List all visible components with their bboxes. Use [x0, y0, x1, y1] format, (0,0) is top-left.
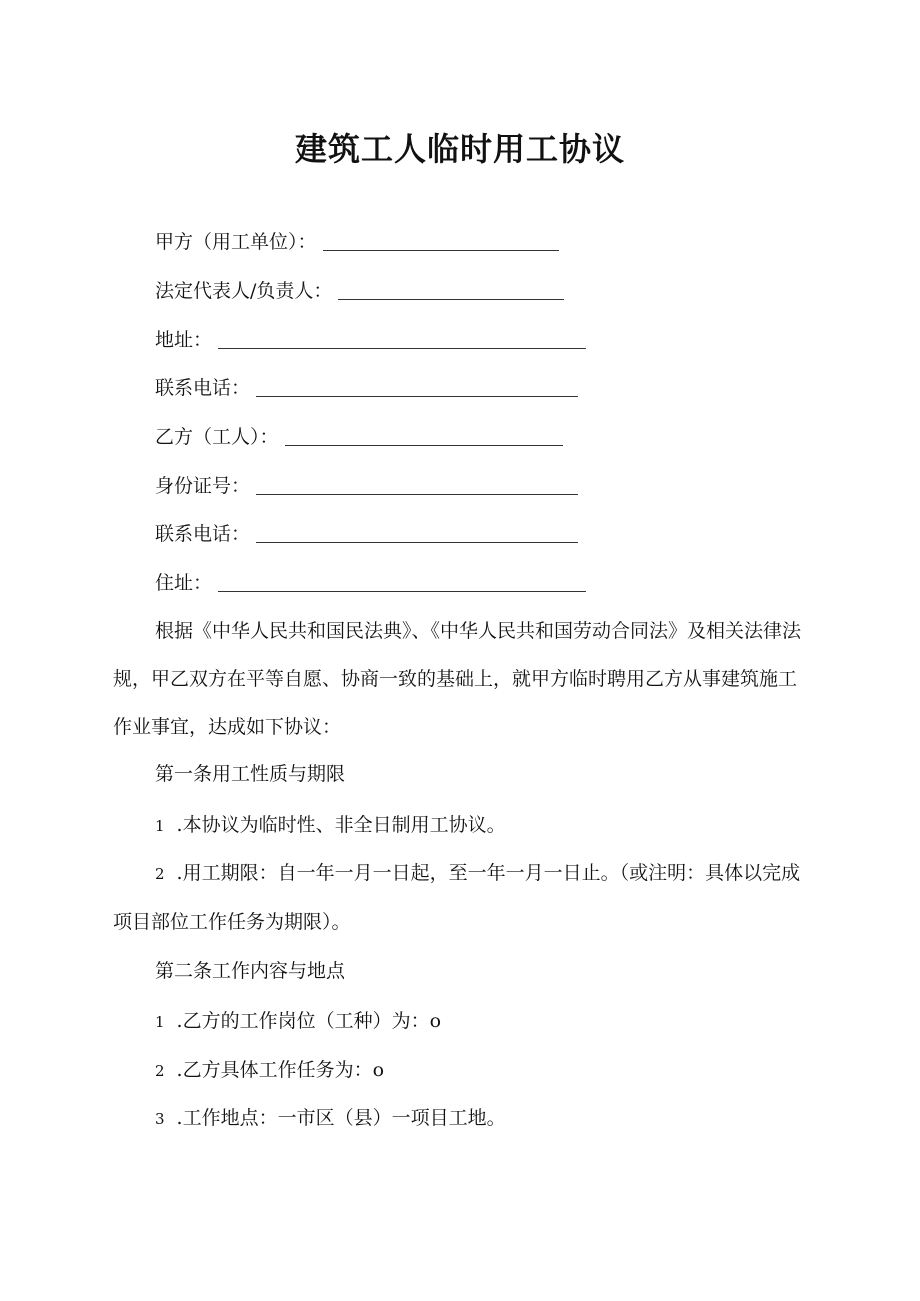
id-number-blank[interactable]: [256, 474, 578, 495]
party-a-phone-blank[interactable]: [256, 376, 578, 397]
item-number: 1: [155, 1013, 165, 1031]
legal-representative-blank[interactable]: [338, 279, 564, 300]
item-text: .用工期限：自一年一月一日起，至一年一月一日止。（或注明：具体以完成项目部位工作任务为期限）。: [113, 862, 801, 933]
item-number: 2: [155, 865, 165, 883]
party-b-phone-label: 联系电话：: [155, 523, 251, 545]
party-a-address-label: 地址：: [155, 329, 213, 351]
party-a-blank[interactable]: [323, 230, 559, 251]
party-b-residence-field: [155, 565, 586, 595]
item-text: .乙方具体工作任务为：o: [176, 1059, 385, 1081]
document-title: 建筑工人临时用工协议: [294, 130, 625, 168]
party-b-phone-field: [155, 516, 578, 546]
article-2-heading: 第二条工作内容与地点: [155, 960, 346, 982]
article-1-item-2: [113, 849, 813, 946]
legal-representative-label: 法定代表人/负责人：: [155, 280, 333, 302]
article-2-item-1: [155, 1009, 441, 1034]
item-number: 3: [155, 1110, 165, 1128]
item-text: .本协议为临时性、非全日制用工协议。: [176, 814, 506, 836]
party-a-label: 甲方（用工单位）：: [155, 231, 317, 253]
party-b-blank[interactable]: [285, 425, 563, 446]
party-b-residence-label: 住址：: [155, 572, 213, 594]
item-number: 2: [155, 1062, 165, 1080]
article-1-item-1: [155, 813, 506, 838]
preamble-paragraph: [113, 607, 813, 751]
article-2-item-2: [155, 1058, 384, 1083]
party-b-field: [155, 419, 563, 449]
party-a-field: [155, 224, 559, 254]
article-2-item-3: [155, 1106, 506, 1131]
party-b-label: 乙方（工人）：: [155, 426, 279, 448]
party-b-phone-blank[interactable]: [256, 522, 578, 543]
item-text: .乙方的工作岗位（工种）为：o: [176, 1010, 442, 1032]
party-a-phone-field: [155, 370, 578, 400]
party-a-phone-label: 联系电话：: [155, 377, 251, 399]
party-b-residence-blank[interactable]: [218, 571, 586, 592]
party-a-address-blank[interactable]: [218, 328, 586, 349]
item-text: .工作地点：一市区（县）一项目工地。: [176, 1107, 506, 1129]
article-1-heading: 第一条用工性质与期限: [155, 763, 346, 785]
legal-representative-field: [155, 273, 564, 303]
preamble-text: 根据《中华人民共和国民法典》、《中华人民共和国劳动合同法》及相关法律法规，甲乙双方在平等自愿、协商一致的基础上，就甲方临时聘用乙方从事建筑施工作业事宜，达成如下协议：: [113, 620, 802, 738]
item-number: 1: [155, 817, 165, 835]
id-number-field: [155, 468, 578, 498]
id-number-label: 身份证号：: [155, 475, 251, 497]
party-a-address-field: [155, 322, 586, 352]
